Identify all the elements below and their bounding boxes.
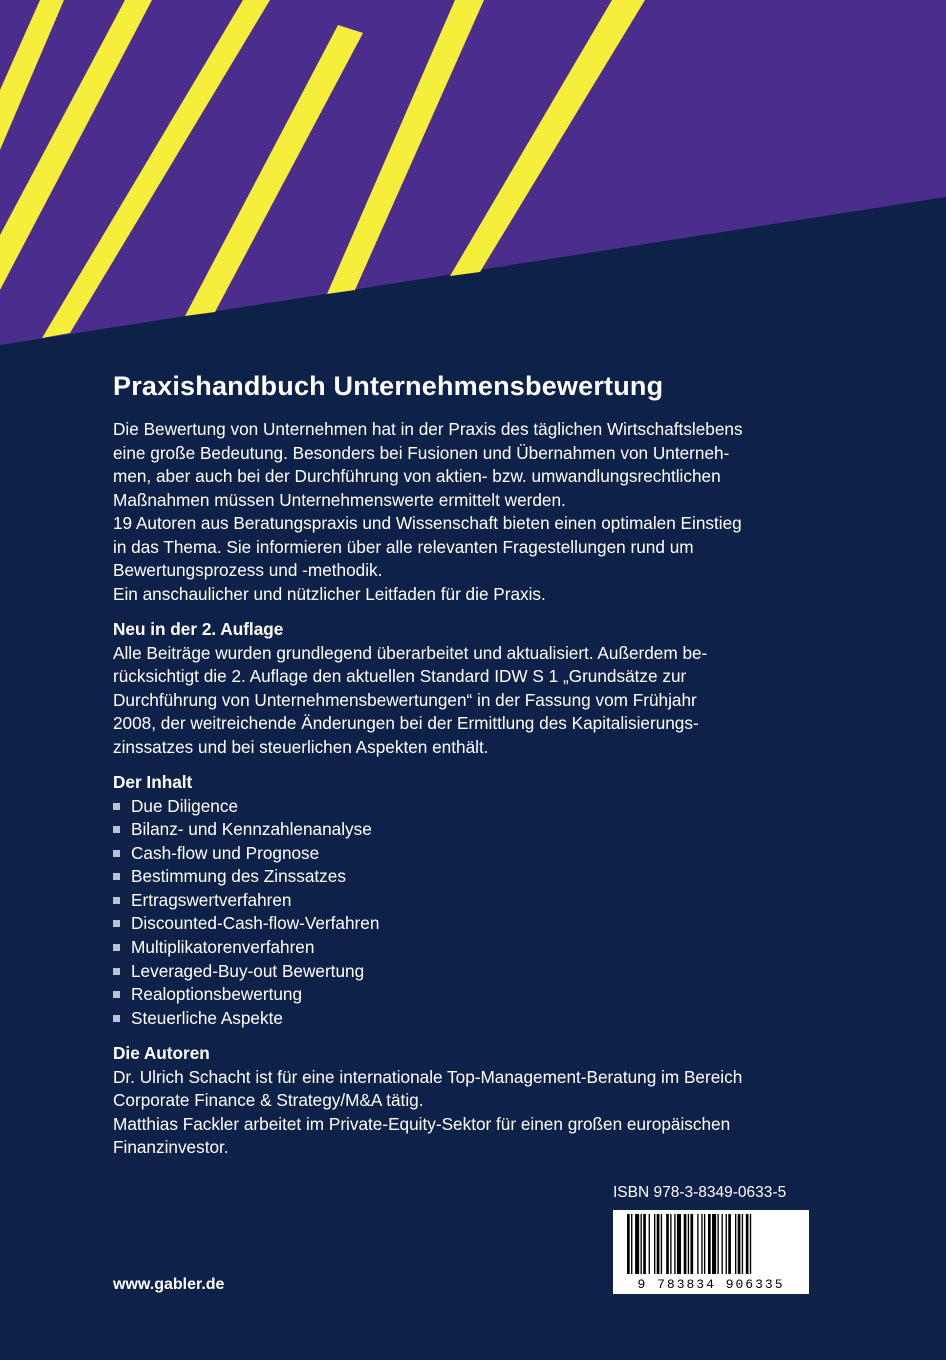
square-bullet-icon — [113, 944, 120, 951]
new-edition-line: rücksichtigt die 2. Auflage den aktuellen Standard IDW S 1 „Grundsätze zur — [113, 666, 687, 686]
barcode-bar — [712, 1214, 716, 1274]
barcode-bar — [701, 1214, 702, 1274]
barcode-bar — [728, 1214, 731, 1274]
barcode-bar — [649, 1214, 650, 1274]
barcode-bar — [722, 1214, 723, 1274]
intro-line: Bewertungsprozess und -methodik. — [113, 560, 383, 580]
square-bullet-icon — [113, 1015, 120, 1022]
intro-line: men, aber auch bei der Durchführung von aktien- bzw. umwandlungsrechtlichen — [113, 466, 721, 486]
barcode-bar — [746, 1214, 749, 1274]
barcode-bar — [631, 1214, 632, 1274]
list-item — [113, 889, 813, 913]
new-edition-line: zinssatzes und bei steuerlichen Aspekten enthält. — [113, 736, 489, 757]
barcode-bar — [657, 1214, 660, 1274]
new-edition-text — [113, 642, 813, 760]
intro-line: eine große Bedeutung. Besonders bei Fusionen und Übernahmen von Unterneh- — [113, 442, 730, 463]
publisher-website[interactable]: www.gabler.de — [113, 1276, 225, 1293]
barcode-bar — [661, 1214, 662, 1274]
barcode-bar — [627, 1214, 630, 1274]
barcode-bar — [726, 1214, 727, 1274]
authors-line: Finanzinvestor. — [113, 1137, 229, 1158]
barcode-bar — [690, 1214, 693, 1274]
barcode-bar — [717, 1214, 718, 1274]
isbn-number: ISBN 978-3-8349-0633-5 — [613, 1184, 787, 1201]
list-item-label: Leveraged-Buy-out Bewertung — [131, 960, 365, 981]
list-item-label: Cash-flow und Prognose — [131, 842, 320, 863]
intro-text — [113, 418, 813, 606]
square-bullet-icon — [113, 968, 120, 975]
barcode-bar — [738, 1214, 741, 1274]
authors-text — [113, 1066, 813, 1160]
authors-line: Dr. Ulrich Schacht ist für eine internationale Top-Management-Beratung im Bereich — [113, 1066, 743, 1087]
intro-line: in das Thema. Sie informieren über alle relevanten Fragestellungen rund um — [113, 536, 694, 557]
book-title: Praxishandbuch Unternehmensbewertung — [113, 371, 664, 401]
square-bullet-icon — [113, 826, 120, 833]
list-item-label: Bilanz- und Kennzahlenanalyse — [131, 819, 372, 840]
barcode-bar — [704, 1214, 705, 1274]
barcode-digits: 9 783834 906335 — [637, 1277, 785, 1292]
intro-line: Die Bewertung von Unternehmen hat in der Praxis des täglichen Wirtschaftslebens — [113, 419, 743, 439]
barcode-bar — [677, 1214, 681, 1274]
barcode-bar — [641, 1214, 642, 1274]
square-bullet-icon — [113, 897, 120, 904]
list-item — [113, 865, 813, 889]
cover-graphic — [0, 0, 946, 360]
authors-line: Matthias Fackler arbeitet im Private-Equity-Sektor für einen großen europäischen — [113, 1113, 731, 1134]
list-item — [113, 795, 813, 819]
list-item — [113, 936, 813, 960]
barcode-bars — [613, 1210, 809, 1278]
square-bullet-icon — [113, 873, 120, 880]
list-item-label: Discounted-Cash-flow-Verfahren — [131, 913, 380, 934]
intro-line: Maßnahmen müssen Unternehmenswerte ermittelt werden. — [113, 489, 566, 510]
list-item — [113, 960, 813, 984]
list-item-label: Multiplikatorenverfahren — [131, 937, 315, 958]
contents-list — [113, 795, 813, 1031]
intro-line: 19 Autoren aus Beratungspraxis und Wissenschaft bieten einen optimalen Einstieg — [113, 513, 742, 533]
list-item-label: Steuerliche Aspekte — [131, 1007, 283, 1028]
list-item-label: Ertragswertverfahren — [131, 889, 292, 910]
new-edition-heading: Neu in der 2. Auflage — [113, 619, 284, 639]
list-item-label: Bestimmung des Zinssatzes — [131, 866, 346, 887]
barcode-bar — [643, 1214, 646, 1274]
list-item — [113, 983, 813, 1007]
intro-line: Ein anschaulicher und nützlicher Leitfaden für die Praxis. — [113, 583, 546, 604]
barcode-bar — [684, 1214, 687, 1274]
barcode-bar — [674, 1214, 675, 1274]
back-cover-text — [113, 366, 813, 1160]
barcode-bar — [742, 1214, 743, 1274]
new-edition-line: Durchführung von Unternehmensbewertungen“ in der Fassung vom Frühjahr — [113, 689, 697, 710]
square-bullet-icon — [113, 991, 120, 998]
list-item — [113, 818, 813, 842]
barcode — [613, 1210, 809, 1294]
barcode-bar — [635, 1214, 639, 1274]
square-bullet-icon — [113, 850, 120, 857]
list-item — [113, 842, 813, 866]
barcode-bar — [666, 1214, 669, 1274]
barcode-bar — [697, 1214, 698, 1274]
barcode-bar — [735, 1214, 736, 1274]
list-item — [113, 1007, 813, 1031]
barcode-bar — [750, 1214, 751, 1274]
barcode-bar — [708, 1214, 711, 1274]
list-item-label: Due Diligence — [131, 795, 239, 816]
barcode-bar — [670, 1214, 671, 1274]
list-item-label: Realoptionsbewertung — [131, 984, 303, 1005]
contents-heading: Der Inhalt — [113, 772, 193, 792]
square-bullet-icon — [113, 920, 120, 927]
square-bullet-icon — [113, 803, 120, 810]
new-edition-line: 2008, der weitreichende Änderungen bei der Ermittlung des Kapitalisierungs- — [113, 713, 699, 733]
barcode-bar — [654, 1214, 655, 1274]
new-edition-line: Alle Beiträge wurden grundlegend überarbeitet und aktualisiert. Außerdem be- — [113, 642, 708, 663]
barcode-bar — [688, 1214, 689, 1274]
list-item — [113, 912, 813, 936]
authors-line: Corporate Finance & Strategy/M&A tätig. — [113, 1090, 424, 1111]
authors-heading: Die Autoren — [113, 1043, 210, 1064]
